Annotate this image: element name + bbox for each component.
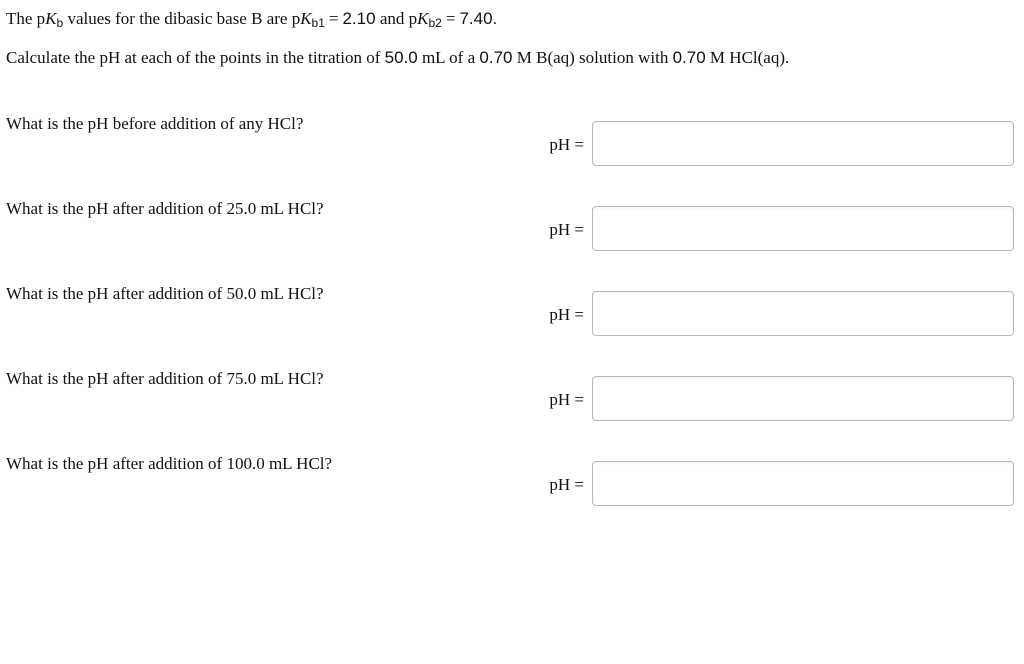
text: The p: [6, 9, 46, 28]
pkb2-symbol: $K_{b2}$: [417, 9, 442, 30]
pkb1-value: 2.10: [342, 9, 376, 28]
question-text: What is the pH after addition of 75.0 mL HCl?: [6, 369, 324, 388]
text: M HCl(aq).: [705, 48, 790, 67]
equals-sign: =: [445, 9, 456, 28]
ph-answer-input-4[interactable]: [592, 376, 1014, 421]
pkb-symbol: $K_b$: [45, 9, 64, 30]
answer-label: pH =: [549, 305, 584, 324]
text: values for the dibasic base B are p: [63, 9, 301, 28]
pkb2-value: 7.40: [459, 9, 493, 28]
problem-statement-line-1: [6, 8, 497, 30]
titrant-volume: 50.0: [384, 48, 418, 67]
question-text: What is the pH after addition of 25.0 mL HCl?: [6, 199, 324, 218]
period: .: [492, 9, 498, 28]
text: and p: [375, 9, 418, 28]
answer-label: pH =: [549, 475, 584, 494]
question-5: [6, 453, 1018, 513]
pkb1-symbol: $K_{b1}$: [300, 9, 325, 30]
ph-answer-input-3[interactable]: [592, 291, 1014, 336]
question-text: What is the pH after addition of 50.0 mL HCl?: [6, 284, 324, 303]
question-3: [6, 283, 1018, 343]
question-text: What is the pH after addition of 100.0 mL HCl?: [6, 454, 333, 473]
answer-label: pH =: [549, 220, 584, 239]
question-text: What is the pH before addition of any HCl?: [6, 114, 304, 133]
ph-answer-input-1[interactable]: [592, 121, 1014, 166]
question-2: [6, 198, 1018, 258]
question-4: [6, 368, 1018, 428]
text: Calculate the pH at each of the points in the titration of: [6, 48, 385, 67]
answer-label: pH =: [549, 390, 584, 409]
acid-concentration: 0.70: [672, 48, 706, 67]
problem-statement-line-2: [6, 47, 789, 69]
question-1: [6, 113, 1018, 173]
ph-answer-input-5[interactable]: [592, 461, 1014, 506]
ph-answer-input-2[interactable]: [592, 206, 1014, 251]
text: M B(aq) solution with: [512, 48, 673, 67]
base-concentration: 0.70: [479, 48, 513, 67]
equals-sign: =: [328, 9, 339, 28]
answer-label: pH =: [549, 135, 584, 154]
text: mL of a: [417, 48, 480, 67]
